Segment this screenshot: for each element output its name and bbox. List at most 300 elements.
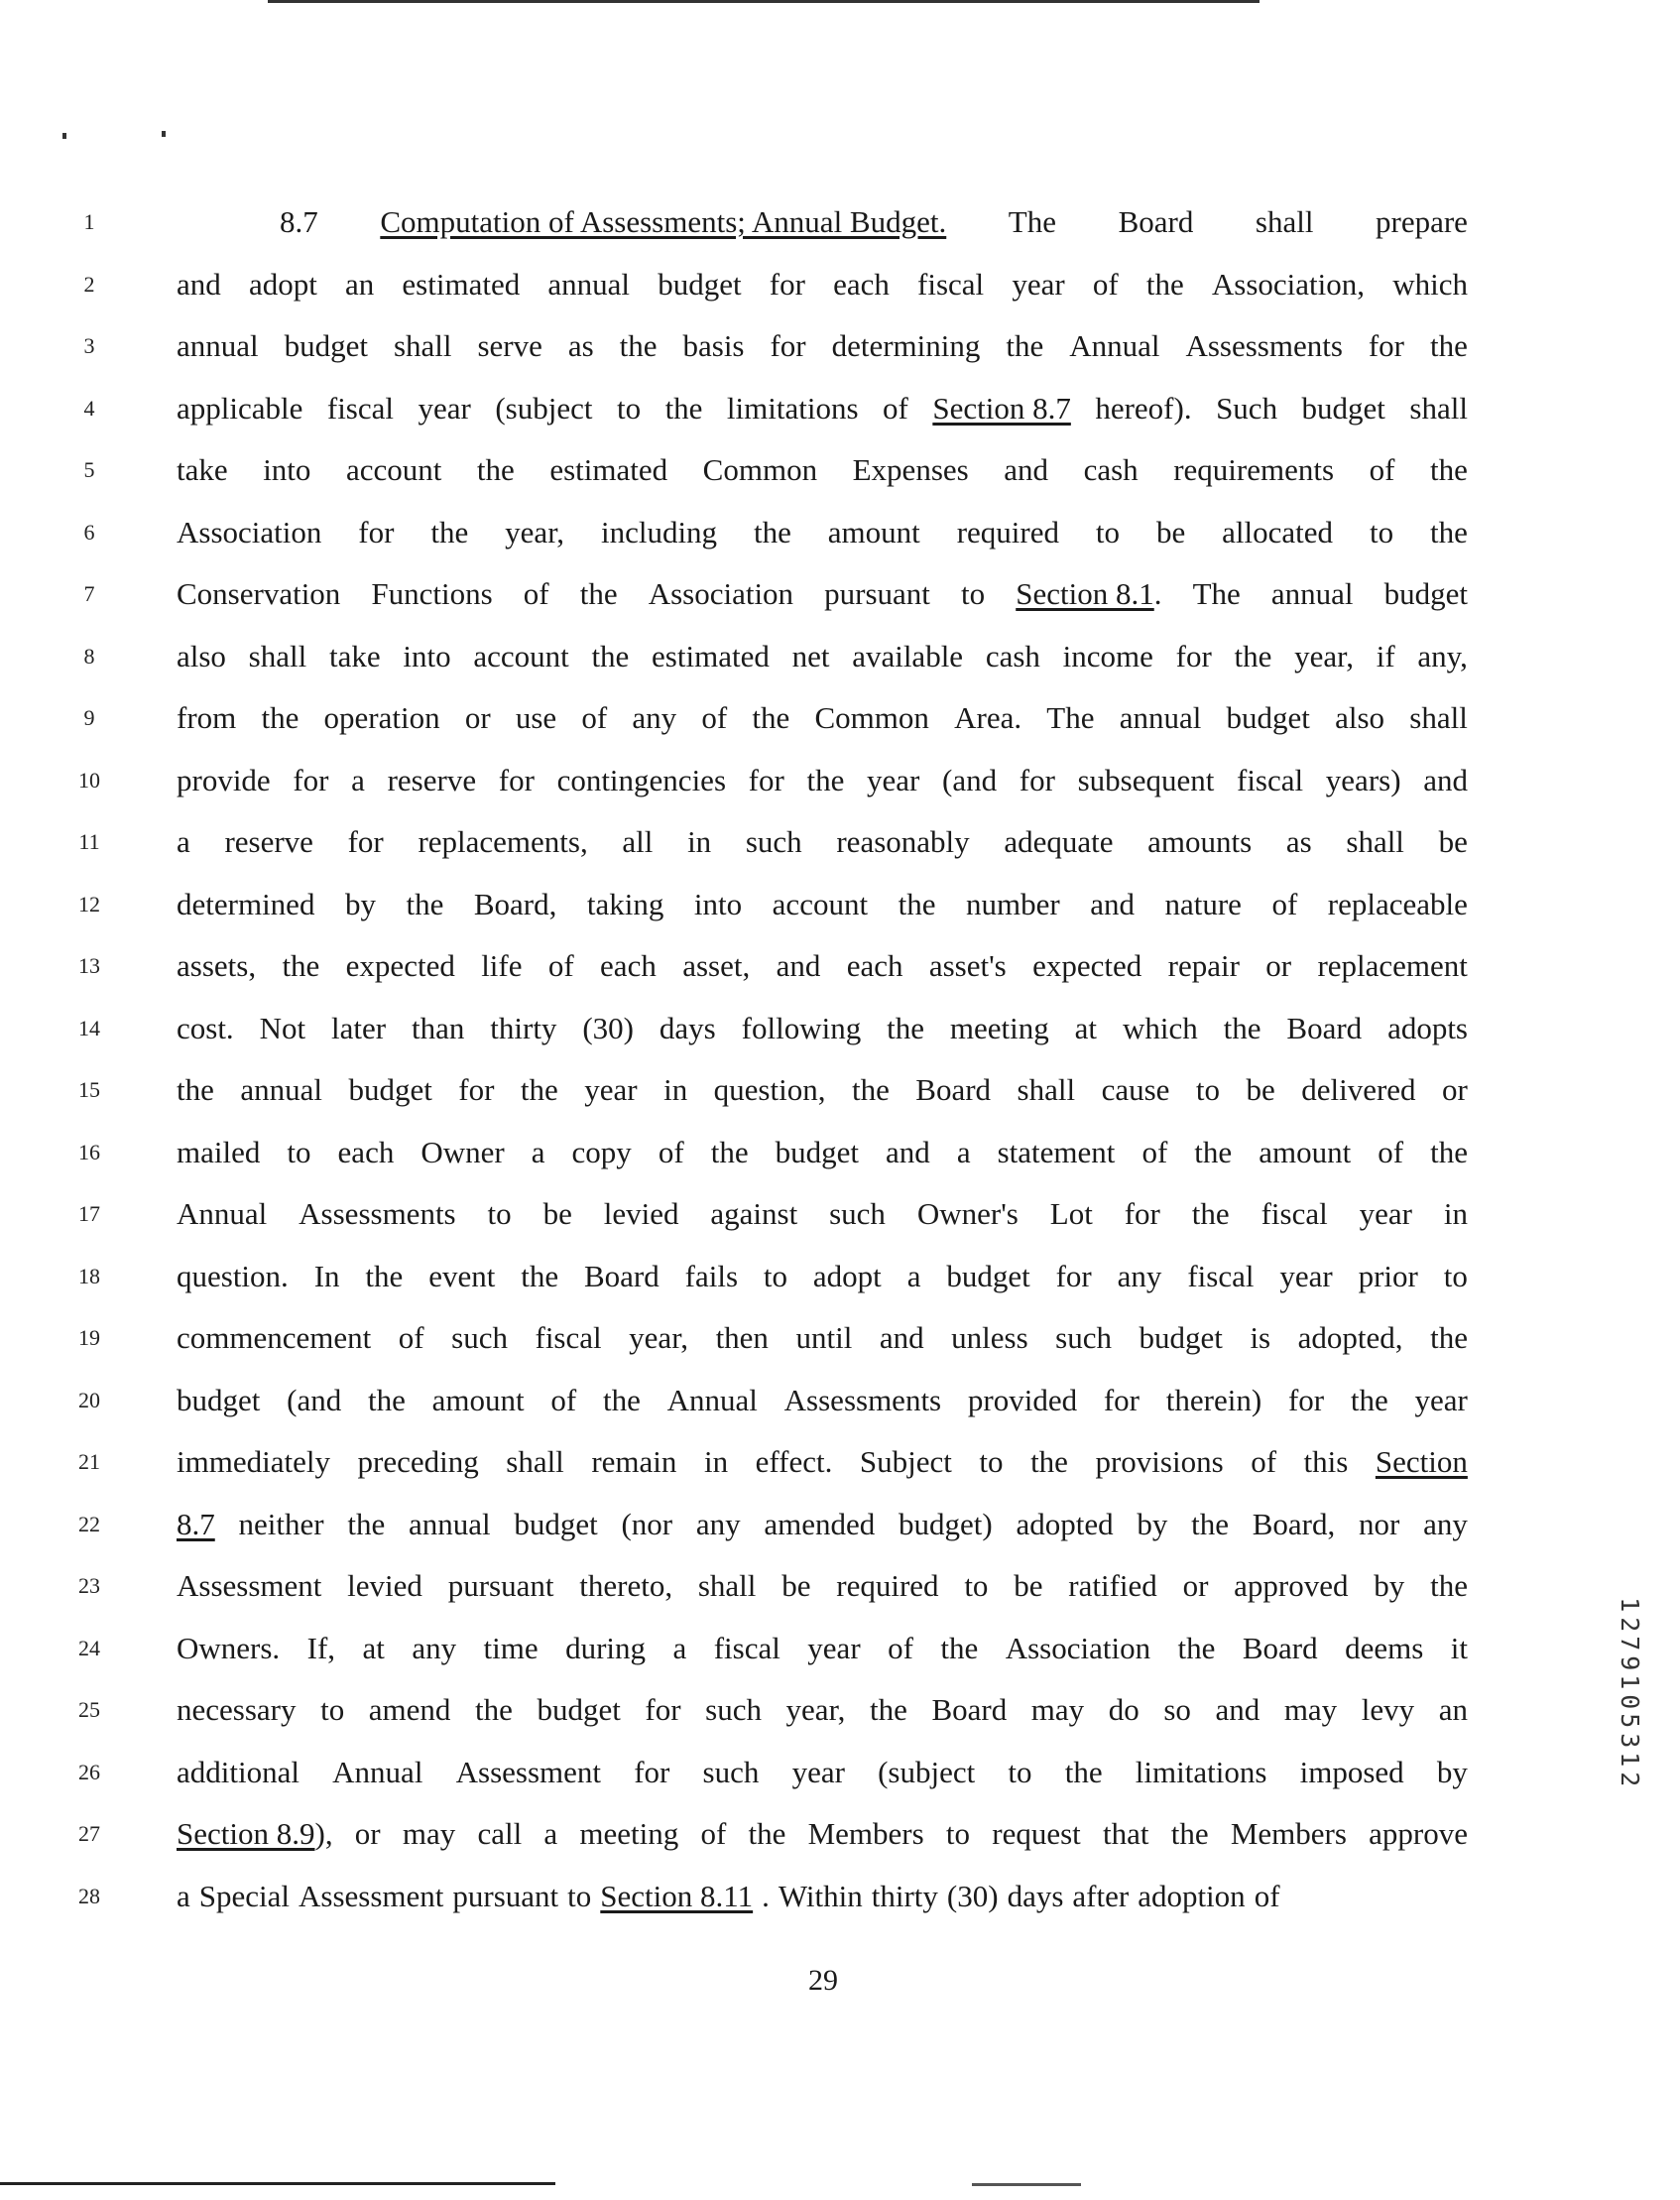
word: immediately (177, 1444, 330, 1479)
word: to (1008, 1754, 1032, 1789)
word: thereto, (579, 1568, 673, 1603)
word: year (584, 1072, 638, 1107)
word: of (701, 700, 728, 735)
word: net (791, 638, 830, 673)
word: of (888, 1630, 913, 1665)
word: of (550, 1382, 577, 1417)
word: budget (514, 1506, 598, 1541)
word: Association (1005, 1630, 1151, 1665)
line-number: 19 (78, 1325, 100, 1350)
word: for (1287, 1382, 1325, 1417)
word: including (600, 514, 718, 550)
word: Association (648, 576, 794, 611)
word: and (879, 1320, 924, 1355)
word: provide (177, 762, 271, 797)
text-line (177, 818, 1468, 881)
word: in (1443, 1196, 1468, 1231)
word: Board (1118, 204, 1194, 239)
word: shall (1409, 700, 1468, 735)
word: Owner (420, 1134, 505, 1169)
word: the (520, 1072, 558, 1107)
word: provisions (1095, 1444, 1224, 1479)
word: from (177, 700, 237, 735)
word: of (1092, 266, 1119, 302)
recording-digit: 1 (1615, 1597, 1644, 1613)
word: prior (1358, 1258, 1418, 1293)
word: neither (238, 1506, 324, 1541)
section-reference: 8.7 (177, 1506, 215, 1541)
word: be (1014, 1568, 1043, 1603)
word: annual (1270, 576, 1354, 611)
text-line (177, 1562, 1468, 1625)
word: the (1191, 1196, 1230, 1231)
text-line (177, 757, 1468, 819)
word: year (1414, 1382, 1468, 1417)
word: a (177, 824, 190, 859)
word: a (956, 1134, 971, 1169)
word: in (663, 1072, 688, 1107)
word: the (406, 886, 444, 921)
word: Annual (1069, 328, 1160, 363)
text-line (177, 633, 1468, 695)
word: an (1438, 1692, 1468, 1727)
word: amounts (1147, 824, 1253, 859)
word: or (354, 1816, 381, 1851)
word: of (581, 700, 608, 735)
word: for (498, 762, 535, 797)
word: reserve (224, 824, 313, 859)
word: the (282, 948, 320, 983)
word: the (347, 1506, 386, 1541)
word: fiscal (535, 1320, 602, 1355)
section-number: 8.7 (280, 204, 318, 239)
word: the (1030, 1444, 1068, 1479)
word: pursuant (452, 1878, 559, 1913)
line-number: 25 (78, 1697, 100, 1722)
word: (30) (582, 1010, 634, 1045)
word: the (748, 1816, 786, 1851)
word: year, (629, 1320, 689, 1355)
word: Expenses (852, 452, 969, 487)
word: as (567, 328, 594, 363)
word: limitations (726, 390, 859, 426)
word: of (700, 1816, 727, 1851)
word: of (883, 390, 908, 426)
word: necessary (177, 1692, 297, 1727)
word: for (748, 762, 784, 797)
word: to (487, 1196, 512, 1231)
word: such (451, 1320, 508, 1355)
word: to (979, 1444, 1004, 1479)
word: Owner's (916, 1196, 1019, 1231)
text-line (177, 694, 1468, 757)
word: Association (177, 514, 322, 550)
word: of (398, 1320, 424, 1355)
word: or (1442, 1072, 1468, 1107)
word: in (687, 824, 712, 859)
text-line (177, 881, 1468, 943)
word: nor (1359, 1506, 1400, 1541)
word: to (1369, 514, 1394, 550)
word: into (693, 886, 743, 921)
word: each (833, 266, 890, 302)
word: applicable (177, 390, 303, 426)
word: do (1108, 1692, 1140, 1727)
section-reference: Section 8.11 . (600, 1878, 770, 1913)
word: number (965, 886, 1060, 921)
word: amount (827, 514, 920, 550)
word: for (769, 266, 805, 302)
word: year (1359, 1196, 1412, 1231)
word: days (1007, 1878, 1064, 1913)
word: year, (785, 1692, 846, 1727)
word: Within (778, 1878, 863, 1913)
word: for (645, 1692, 681, 1727)
word: of (1378, 1134, 1404, 1169)
word: adopted, (1297, 1320, 1403, 1355)
word: Common (702, 452, 818, 487)
word: Annual (332, 1754, 423, 1789)
text-line (177, 942, 1468, 1005)
recording-digit: 0 (1615, 1693, 1644, 1709)
section-reference: Section (1375, 1444, 1468, 1479)
word: for (358, 514, 395, 550)
word: the (1191, 1506, 1229, 1541)
text-line (177, 1066, 1468, 1129)
recording-digit: 1 (1615, 1752, 1644, 1768)
word: estimated (402, 266, 521, 302)
word: for (1175, 638, 1212, 673)
word: such (745, 824, 802, 859)
word: the (1430, 1320, 1468, 1355)
scan-speck (162, 131, 166, 137)
word: which (1122, 1010, 1198, 1045)
word: If, (306, 1630, 336, 1665)
word: asset, (682, 948, 751, 983)
word: year (418, 390, 471, 426)
word: life (481, 948, 523, 983)
word: Annual (666, 1382, 758, 1417)
word: the (1223, 1010, 1261, 1045)
word: event (428, 1258, 496, 1293)
word: call (477, 1816, 523, 1851)
word: may (1030, 1692, 1085, 1727)
word: to (964, 1568, 989, 1603)
recording-digit: 2 (1615, 1771, 1644, 1786)
word: limitations (1135, 1754, 1267, 1789)
word: budget) (899, 1506, 993, 1541)
word: replacements, (418, 824, 588, 859)
word: after (1072, 1878, 1130, 1913)
word: In (313, 1258, 340, 1293)
word: reasonably (836, 824, 970, 859)
word: such (1055, 1320, 1112, 1355)
word: the (1430, 1134, 1468, 1169)
word: the (940, 1630, 979, 1665)
word: by (1137, 1506, 1168, 1541)
word: adopts (1387, 1010, 1468, 1045)
word: (subject (878, 1754, 976, 1789)
word: the (1234, 638, 1272, 673)
word: thirty (871, 1878, 938, 1913)
word: The (1192, 576, 1241, 611)
word: the (591, 638, 630, 673)
word: Owners. (177, 1630, 281, 1665)
word: allocated (1222, 514, 1334, 550)
word: the (898, 886, 936, 921)
word: by (344, 886, 376, 921)
line-number: 8 (83, 643, 95, 669)
word: to (763, 1258, 788, 1293)
text-line (177, 509, 1468, 571)
word: repair (1167, 948, 1240, 983)
word: may (402, 1816, 456, 1851)
word: the (869, 1692, 907, 1727)
word: of (1271, 886, 1298, 921)
word: a (543, 1816, 558, 1851)
word: the (430, 514, 469, 550)
word: is (1250, 1320, 1271, 1355)
word: account (345, 452, 442, 487)
word: Functions (371, 576, 493, 611)
word: use (515, 700, 557, 735)
line-number: 21 (78, 1449, 100, 1474)
word: of (523, 576, 549, 611)
word: effect. (755, 1444, 833, 1479)
word: be (781, 1568, 811, 1603)
line-number: 27 (78, 1821, 100, 1846)
word: cash (985, 638, 1040, 673)
line-number: 9 (83, 705, 95, 730)
word: be (542, 1196, 572, 1231)
scan-speck (62, 133, 66, 139)
word: adopted (1016, 1506, 1114, 1541)
word: all (622, 824, 654, 859)
word: and (776, 948, 821, 983)
word: it (1450, 1630, 1468, 1665)
word: unless (951, 1320, 1028, 1355)
word: also (177, 638, 226, 673)
word: to (567, 1878, 592, 1913)
word: during (565, 1630, 647, 1665)
text-line (177, 1314, 1468, 1377)
word: question. (177, 1258, 289, 1293)
bottom-scan-mark (972, 2183, 1081, 2186)
text-line (177, 1377, 1468, 1439)
word: shall (1409, 390, 1468, 426)
word: mailed (177, 1134, 261, 1169)
word: Common (814, 700, 929, 735)
word: account (473, 638, 569, 673)
word: an (344, 266, 375, 302)
word: the (619, 328, 658, 363)
word: fiscal (1260, 1196, 1328, 1231)
word: the (368, 1382, 406, 1417)
word: at (362, 1630, 385, 1665)
word: the (1350, 1382, 1388, 1417)
word: Assessments (299, 1196, 456, 1231)
word: the (753, 514, 791, 550)
section-reference: Section 8.1. (1016, 576, 1162, 611)
word: fails (684, 1258, 739, 1293)
word: of (547, 948, 574, 983)
word: levy (1361, 1692, 1415, 1727)
word: against (710, 1196, 798, 1231)
word: request (992, 1816, 1081, 1851)
word: budget (284, 328, 368, 363)
word: budget (658, 266, 742, 302)
word: expected (345, 948, 455, 983)
line-number: 14 (78, 1015, 100, 1040)
word: budget (537, 1692, 621, 1727)
word: (subject (495, 390, 593, 426)
word: year (1279, 1258, 1333, 1293)
word: year, (505, 514, 565, 550)
word: for (1124, 1196, 1160, 1231)
word: may (1283, 1692, 1338, 1727)
word: budget (348, 1072, 432, 1107)
word: prepare (1376, 204, 1468, 239)
text-line (177, 570, 1468, 633)
line-number: 20 (78, 1387, 100, 1412)
word: into (263, 452, 311, 487)
line-number: 13 (78, 953, 100, 978)
recording-digit: 3 (1615, 1732, 1644, 1748)
word: replacement (1317, 948, 1468, 983)
text-line (177, 261, 1468, 323)
word: expected (1032, 948, 1142, 983)
word: delivered (1301, 1072, 1416, 1107)
page-number: 29 (808, 1964, 838, 1997)
word: adequate (1004, 824, 1114, 859)
word: this (1303, 1444, 1349, 1479)
word: annual (547, 266, 631, 302)
word: until (795, 1320, 853, 1355)
section-reference: Section 8.7 (932, 390, 1071, 426)
word: shall (248, 638, 307, 673)
word: and (1423, 762, 1468, 797)
word: fiscal (1237, 762, 1304, 797)
word: cost. (177, 1010, 234, 1045)
word: the (261, 700, 300, 735)
word: ratified (1068, 1568, 1157, 1603)
word: year (791, 1754, 845, 1789)
word: the (887, 1010, 924, 1045)
word: replaceable (1327, 886, 1468, 921)
word: any (1117, 1258, 1162, 1293)
word: Subject (859, 1444, 952, 1479)
word: days (659, 1010, 716, 1045)
word: Board, (473, 886, 557, 921)
text-line (177, 1438, 1468, 1501)
word: the (1064, 1754, 1103, 1789)
line-number: 16 (78, 1139, 100, 1164)
word: budget (1301, 390, 1385, 426)
word: year (807, 1630, 861, 1665)
word: and (177, 266, 221, 302)
word: and (886, 1134, 930, 1169)
word: asset's (928, 948, 1007, 983)
line-number: 24 (78, 1635, 100, 1660)
word: a (351, 762, 365, 797)
word: any (412, 1630, 457, 1665)
word: (and (942, 762, 998, 797)
word: a (531, 1134, 545, 1169)
word: annual (408, 1506, 491, 1541)
word: if (1376, 638, 1395, 673)
word: of (658, 1134, 684, 1169)
word: provided (967, 1382, 1078, 1417)
recording-digit: 2 (1615, 1616, 1644, 1632)
word: shall (1346, 824, 1404, 859)
word: the (1177, 1630, 1216, 1665)
word: Members (807, 1816, 924, 1851)
line-number: 6 (83, 519, 95, 545)
word: for (347, 824, 384, 859)
word: a (906, 1258, 921, 1293)
word: each (337, 1134, 395, 1169)
word: available (852, 638, 964, 673)
word: serve (477, 328, 542, 363)
word: such (702, 1754, 760, 1789)
line-number: 11 (78, 829, 100, 854)
word: of (1141, 1134, 1168, 1169)
section-reference: Section 8.9), (177, 1816, 333, 1851)
section-title: Computation of Assessments; Annual Budget. (380, 204, 947, 239)
word: basis (682, 328, 745, 363)
word: Lot (1049, 1196, 1093, 1231)
word: shall (506, 1444, 564, 1479)
word: that (1103, 1816, 1149, 1851)
line-number-column (60, 198, 119, 1934)
word: to (1443, 1258, 1468, 1293)
word: the (1170, 1816, 1209, 1851)
word: (30) (946, 1878, 999, 1913)
word: thirty (490, 1010, 557, 1045)
word: pursuant (447, 1568, 554, 1603)
line-number: 4 (83, 395, 95, 421)
word: to (1095, 514, 1121, 550)
word: to (1195, 1072, 1220, 1107)
word: a (177, 1878, 190, 1913)
word: the (177, 1072, 214, 1107)
text-line (177, 1501, 1468, 1563)
line-number: 2 (83, 271, 95, 297)
word: requirements (1173, 452, 1335, 487)
text-line (177, 1686, 1468, 1749)
word: be (1438, 824, 1468, 859)
word: amount (431, 1382, 525, 1417)
word: the (475, 1692, 513, 1727)
word: year (867, 762, 920, 797)
word: amended (764, 1506, 876, 1541)
word: later (331, 1010, 387, 1045)
word: Board (583, 1258, 660, 1293)
text-line (177, 322, 1468, 385)
word: shall (1017, 1072, 1076, 1107)
word: the (1429, 452, 1468, 487)
word: levied (603, 1196, 679, 1231)
word: for (1055, 1258, 1092, 1293)
word: such (829, 1196, 886, 1231)
word: budget (775, 1134, 859, 1169)
word: nature (1164, 886, 1242, 921)
word: so (1163, 1692, 1191, 1727)
word: the (710, 1134, 749, 1169)
word: for (293, 762, 329, 797)
word: Members (1230, 1816, 1347, 1851)
word: then (715, 1320, 769, 1355)
